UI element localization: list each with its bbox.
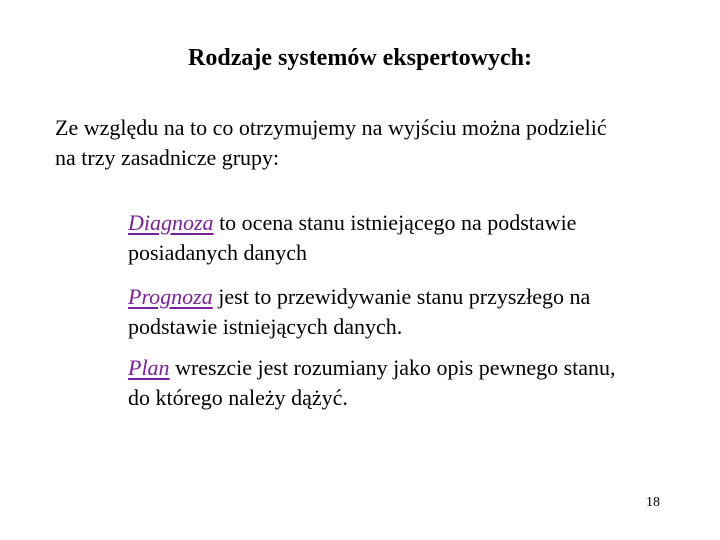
item-second-line: podstawie istniejących danych. bbox=[128, 314, 403, 339]
list-item-diagnoza bbox=[128, 208, 688, 268]
slide-title: Rodzaje systemów ekspertowych: bbox=[188, 45, 532, 71]
term-prognoza: Prognoza bbox=[128, 284, 213, 309]
intro-paragraph bbox=[55, 113, 695, 173]
item-second-line: do którego należy dążyć. bbox=[128, 385, 348, 410]
item-second-line: posiadanych danych bbox=[128, 240, 307, 265]
list-item-prognoza bbox=[128, 282, 688, 342]
item-first-line bbox=[128, 208, 688, 238]
item-first-line bbox=[128, 282, 688, 312]
term-diagnoza: Diagnoza bbox=[128, 210, 214, 235]
term-plan: Plan bbox=[128, 355, 170, 380]
page-number: 18 bbox=[646, 495, 660, 510]
item-text: to ocena stanu istniejącego na podstawie bbox=[213, 210, 577, 235]
item-first-line bbox=[128, 353, 688, 383]
intro-line: na trzy zasadnicze grupy: bbox=[55, 145, 280, 170]
item-text: wreszcie jest rozumiany jako opis pewnego stanu, bbox=[169, 355, 616, 380]
intro-line: Ze względu na to co otrzymujemy na wyjściu można podzielić bbox=[55, 115, 607, 140]
item-text: jest to przewidywanie stanu przyszłego na bbox=[212, 284, 591, 309]
list-item-plan bbox=[128, 353, 688, 413]
